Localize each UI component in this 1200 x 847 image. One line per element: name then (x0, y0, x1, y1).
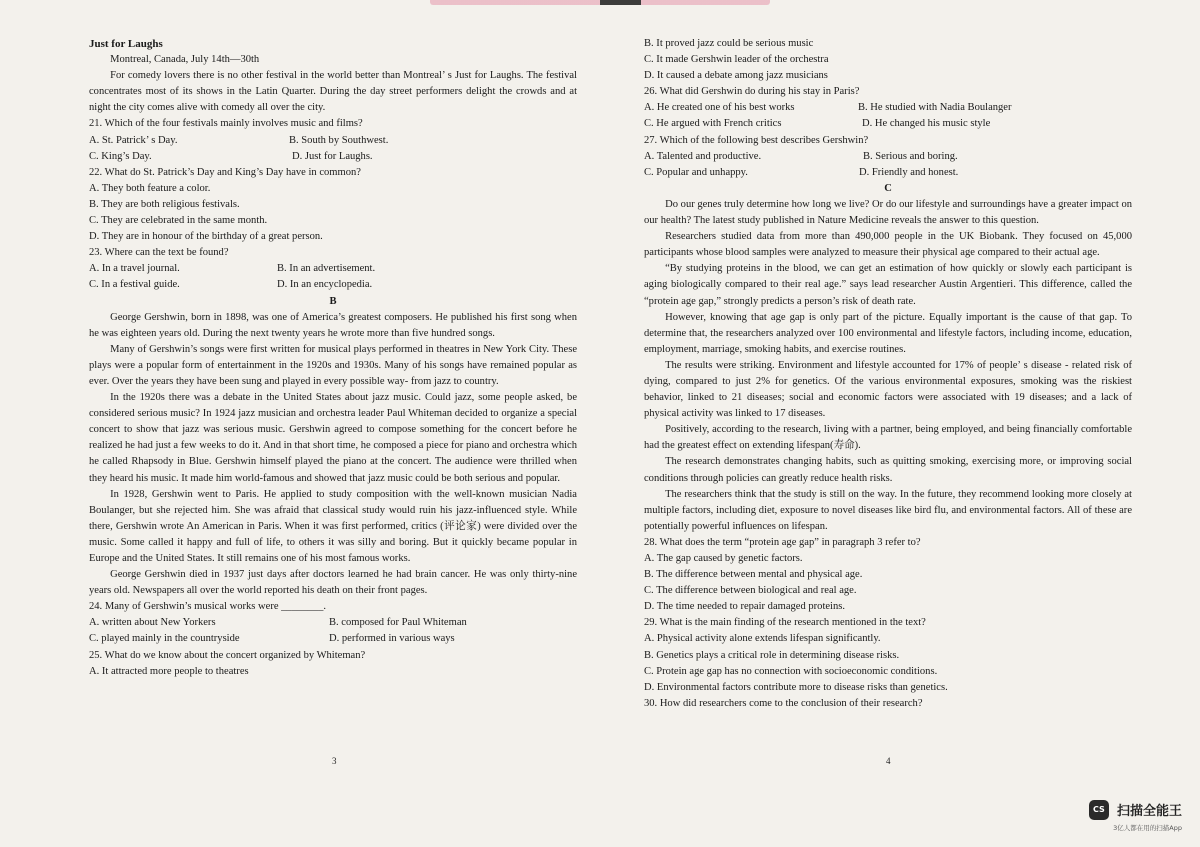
q21-option-c: C. King’s Day. (89, 150, 152, 162)
q22-option-a: A. They both feature a color. (89, 182, 211, 194)
q26-options-row1 (644, 100, 1132, 116)
q27-option-d: D. Friendly and honest. (859, 166, 959, 178)
passage-c-paragraph: The researchers think that the study is still on the way. In the future, they recommend looking more closely at multiple factors, including diet, exposure to novel diseases like bird flu, and environmental factors. All of these are potentially powerful influences on lifespan. (644, 488, 1132, 532)
section-b-heading: B (329, 295, 337, 307)
passage-a-body: For comedy lovers there is no other festival in the world better than Montreal’ s Just for Laughs. The festival concentrates most of its shows in the Latin Quarter. During the day street performers delight the crowds and at night the city comes alive with comedy all over the city. (89, 70, 577, 114)
q27-stem: 27. Which of the following best describes Gershwin? (644, 134, 869, 146)
q27-options-row2 (644, 165, 1132, 181)
q21-option-a: A. St. Patrick’ s Day. (89, 134, 178, 146)
passage-c-paragraph: “By studying proteins in the blood, we can get an estimation of how quickly or slowly each participant is aging biologically compared to their real age.” says lead researcher Austin Argentieri. This difference, called the “protein age gap,” strongly predicts a person’s risk of death rate. (644, 263, 1132, 307)
q26-option-c: C. He argued with French critics (644, 118, 782, 130)
q26-option-a: A. He created one of his best works (644, 102, 795, 114)
passage-b-paragraph: George Gershwin died in 1937 just days after doctors learned he had brain cancer. He was only thirty-nine years old. Newspapers all over the world reported his death on their front pages. (89, 569, 577, 597)
q24-option-c: C. played mainly in the countryside (89, 633, 240, 645)
passage-c-paragraph: The results were striking. Environment and lifestyle accounted for 17% of people’ s disease - related risk of dying, compared to just 2% for genetics. Of the various environmental exposures, smoking was the riskiest behavior, linked to 21 diseases; social and economic factors were associated with 19 diseases; and a lack of physical activity was linked to 17 diseases. (644, 359, 1132, 420)
q28-option-a: A. The gap caused by genetic factors. (644, 553, 803, 564)
q29-option-d: D. Environmental factors contribute more to disease risks than genetics. (644, 681, 948, 693)
q23-option-c: C. In a festival guide. (89, 279, 180, 291)
q25-option-c: C. It made Gershwin leader of the orchestra (644, 54, 829, 66)
q27-option-c: C. Popular and unhappy. (644, 166, 748, 178)
q29-stem: 29. What is the main finding of the research mentioned in the text? (644, 617, 926, 629)
q29-option-a: A. Physical activity alone extends lifespan significantly. (644, 633, 881, 645)
q23-options-row1 (89, 261, 577, 277)
passage-a-dateline: Montreal, Canada, July 14th—30th (110, 54, 260, 66)
q24-options-row1 (89, 615, 577, 631)
q21-option-b: B. South by Southwest. (289, 134, 389, 146)
page-number-left: 3 (332, 756, 337, 766)
q23-options-row2 (89, 277, 577, 293)
section-c-heading: C (884, 182, 892, 194)
q24-option-b: B. composed for Paul Whiteman (329, 617, 467, 629)
q22-option-d: D. They are in honour of the birthday of a great person. (89, 231, 323, 243)
passage-c-paragraph: Positively, according to the research, living with a partner, being employed, and being financially comfortable had the greatest effect on extending lifespan(寿命). (644, 424, 1132, 452)
scanner-app-name: 扫描全能王 (1116, 804, 1182, 819)
q21-options-row2 (89, 149, 577, 165)
q29-option-c: C. Protein age gap has no connection with socioeconomic conditions. (644, 665, 938, 677)
q29-option-b: B. Genetics plays a critical role in determining disease risks. (644, 649, 900, 661)
q23-option-b: B. In an advertisement. (277, 263, 376, 275)
passage-b-paragraph: Many of Gershwin’s songs were first written for musical plays performed in theatres in New York City. These plays were a popular form of entertainment in the 1920s and 1930s. Many of his songs have remained popular as ever. Over the years they have been sung and played in every possible way- from jazz to country. (89, 343, 577, 387)
q26-options-row2 (644, 116, 1132, 132)
q28-option-d: D. The time needed to repair damaged proteins. (644, 601, 846, 613)
q21-options-row1 (89, 133, 577, 149)
passage-c-paragraph: However, knowing that age gap is only part of the picture. Equally important is the cause of that gap. To determine that, the researchers analyzed over 100 environmental and lifestyle factors, including income, education, employment, marriage, smoking habits, and exercise routines. (644, 311, 1132, 355)
page-number-right: 4 (886, 756, 891, 766)
q24-option-a: A. written about New Yorkers (89, 617, 216, 629)
q21-stem: 21. Which of the four festivals mainly involves music and films? (89, 118, 363, 130)
q23-stem: 23. Where can the text be found? (89, 247, 229, 259)
q30-stem: 30. How did researchers come to the conclusion of their research? (644, 697, 923, 709)
q28-stem: 28. What does the term “protein age gap” in paragraph 3 refer to? (644, 536, 921, 548)
scanner-watermark (1082, 799, 1182, 832)
q25-option-a: A. It attracted more people to theatres (89, 665, 249, 677)
q28-option-c: C. The difference between biological and real age. (644, 585, 857, 597)
q24-options-row2 (89, 631, 577, 647)
q26-stem: 26. What did Gershwin do during his stay in Paris? (644, 86, 860, 98)
q26-option-d: D. He changed his music style (862, 118, 991, 130)
q27-option-a: A. Talented and productive. (644, 150, 762, 162)
q23-option-d: D. In an encyclopedia. (277, 279, 373, 291)
passage-b-paragraph: George Gershwin, born in 1898, was one of America’s greatest composers. He published his first song when he was eighteen years old. During the next twenty years he wrote more than five hundred songs. (89, 311, 577, 339)
q25-option-b: B. It proved jazz could be serious music (644, 38, 814, 49)
left-column (89, 36, 577, 680)
q24-option-d: D. performed in various ways (329, 633, 455, 645)
passage-c-paragraph: The research demonstrates changing habits, such as quitting smoking, exercising more, or improving social conditions through policies can greatly reduce health risks. (644, 456, 1132, 484)
passage-b-paragraph: In the 1920s there was a debate in the United States about jazz music. Could jazz, some people asked, be considered serious music? In 1924 jazz musician and orchestra leader Paul Whiteman decided to organize a special concert to show that jazz was serious music. Gershwin agreed to compose something for the concert before he realized he had just a few weeks to do it. And in that short time, he composed a piece for piano and orchestra which he called Rhapsody in Blue. Gershwin himself played the piano at the concert. The audience were thrilled when they heard his music. It made him world-famous and showed that jazz music could be both serious and popular. (89, 392, 577, 484)
right-column (644, 36, 1132, 712)
q26-option-b: B. He studied with Nadia Boulanger (858, 102, 1012, 114)
q21-option-d: D. Just for Laughs. (292, 150, 373, 162)
passage-b-paragraph: In 1928, Gershwin went to Paris. He applied to study composition with the well-known musician Nadia Boulanger, but she rejected him. She was afraid that classical study would ruin his jazz-influenced style. While there, Gershwin wrote An American in Paris. When it was first performed, critics (评论家) were divided over the music. Some called it happy and full of life, to others it was silly and boring. But it quickly became popular in Europe and the United States. It still remains one of his most famous works. (89, 488, 577, 564)
q28-option-b: B. The difference between mental and physical age. (644, 569, 863, 581)
q24-stem: 24. Many of Gershwin’s musical works were ________. (89, 601, 326, 613)
q22-option-c: C. They are celebrated in the same month. (89, 215, 268, 227)
q27-options-row1 (644, 149, 1132, 165)
q23-option-a: A. In a travel journal. (89, 263, 180, 275)
scanner-tagline: 3亿人都在用的扫描App (1113, 823, 1182, 832)
q25-option-d: D. It caused a debate among jazz musicians (644, 70, 828, 82)
passage-c-paragraph: Do our genes truly determine how long we live? Or do our lifestyle and surroundings have a greater impact on our health? The latest study published in Nature Medicine reveals the answer to this question. (644, 198, 1132, 227)
q25-stem: 25. What do we know about the concert organized by Whiteman? (89, 649, 366, 661)
camscanner-logo-icon: CS (1089, 800, 1109, 820)
q27-option-b: B. Serious and boring. (863, 150, 958, 162)
q22-stem: 22. What do St. Patrick’s Day and King’s Day have in common? (89, 166, 361, 178)
passage-c-paragraph: Researchers studied data from more than 490,000 people in the UK Biobank. They focused on 45,000 participants whose blood samples were analyzed to measure their physical age compared to their actual age. (644, 231, 1132, 259)
passage-a-title: Just for Laughs (89, 38, 163, 50)
q22-option-b: B. They are both religious festivals. (89, 198, 240, 210)
page-right (600, 0, 1200, 847)
